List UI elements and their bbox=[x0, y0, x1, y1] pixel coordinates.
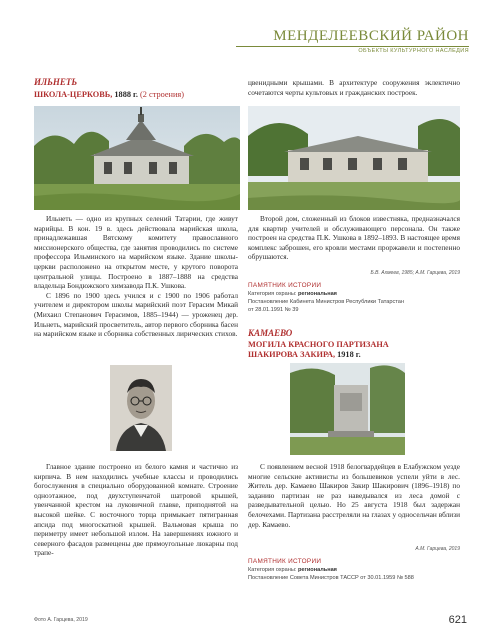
monument-category-line bbox=[248, 566, 460, 574]
photo-teachers-house bbox=[248, 106, 460, 210]
category-label: Категория охраны: bbox=[248, 567, 297, 573]
object-title-school-church bbox=[34, 90, 234, 100]
paragraph: Ильнеть — одно из крупных селений Татарии, где живут марийцы. В кон. 19 в. здесь действовала марийская школа, принадлежавшая Вятскому комитету православного миссионерского общества, где занятия проводились по системе профессора Ильминского на марийском языке. Здание школы-церкви расположено на открытом месте, у крутого поворота центральной улицы. Построено в 1887–1888 на средства владельца Бондюжского химзавода П.К. Ушкова. bbox=[34, 214, 238, 291]
monument-category-line bbox=[248, 290, 460, 298]
monument-date: от 28.01.1991 № 39 bbox=[248, 307, 299, 313]
monument-details-1 bbox=[248, 290, 460, 314]
paragraph: цвенидными крышами. В архитектуре сооружения эклектично сочетаются черты культовых и гражданских построек. bbox=[248, 78, 460, 97]
text-block-right-top bbox=[248, 78, 460, 97]
section-place-kamaevo: КАМАЕВО bbox=[248, 328, 293, 338]
footer-photo-credit: Фото А. Гарцева, 2019 bbox=[34, 617, 88, 623]
monument-heading-1: ПАМЯТНИК ИСТОРИИ bbox=[248, 282, 322, 289]
photo-partisan-grave bbox=[290, 363, 405, 455]
object-year: 1888 г. bbox=[114, 90, 138, 99]
paragraph: С 1896 по 1900 здесь учился и с 1900 по 1906 работал учителем и директором школы марийский поэт Герасим Микай (Михаил Степанович Герасимов, 1885–1944) — уроженец дер. Ильнеть, марийский просветитель, автор первого сборника басен на марийском языке и сборника собственных лирических стихов. bbox=[34, 290, 238, 339]
object-title-text: МОГИЛА КРАСНОГО ПАРТИЗАНА ШАКИРОВА ЗАКИРА, bbox=[248, 340, 389, 359]
text-block-left bbox=[34, 214, 238, 339]
category-value: региональная bbox=[298, 291, 337, 297]
photo-portrait-mikai bbox=[110, 365, 172, 451]
text-block-right bbox=[248, 214, 460, 262]
paragraph: С появлением весной 1918 белогвардейцев в Елабужском уезде многие сельские активисты из большевиков успели уйти в лес. Житель дер. Камаево Шакиров Закир Шакирович (1896–1918) по заданию партизан не раз наведывался из леса домой с разведывательной целью. Но 25 августа 1918 был задержан белочехами. Партизана расстреляли на глазах у односельчан вблизи дер. Камаево. bbox=[248, 462, 460, 529]
page-header-subtitle: ОБЪЕКТЫ КУЛЬТУРНОГО НАСЛЕДИЯ bbox=[358, 48, 469, 54]
monument-decree: Постановление Кабинета Министров Республики Татарстан bbox=[248, 299, 404, 305]
text-block-bottom-right bbox=[248, 462, 460, 529]
object-title-partisan-grave bbox=[248, 340, 428, 360]
page-number: 621 bbox=[448, 614, 467, 626]
monument-details-2 bbox=[248, 566, 460, 582]
category-label: Категория охраны: bbox=[248, 291, 297, 297]
section-place-ilnet: ИЛЬНЕТЬ bbox=[34, 77, 78, 87]
monument-heading-2: ПАМЯТНИК ИСТОРИИ bbox=[248, 558, 322, 565]
object-title-text: ШКОЛА-ЦЕРКОВЬ, bbox=[34, 90, 113, 99]
paragraph: Второй дом, сложенный из блоков известняка, предназначался для квартир учителей и обслуживающего персонала. Он также построен на средства П.К. Ушкова в 1892–1893. В настоящее время комплекс заброшен, его кровли местами проржавели и постепенно обрушаются. bbox=[248, 214, 460, 262]
text-block-bottom-left bbox=[34, 462, 238, 558]
monument-decree: Постановление Совета Министров ТАССР от 30.01.1959 № 588 bbox=[248, 575, 414, 581]
category-value: региональная bbox=[298, 567, 337, 573]
object-note: (2 строения) bbox=[140, 90, 184, 99]
object-year: 1918 г. bbox=[337, 350, 361, 359]
header-rule bbox=[236, 46, 469, 47]
paragraph: Главное здание построено из белого камня и частично из кирпича. В нем находились учебные классы и проводились богослужения в специально оборудованной комнате. Строение одноэтажное, под двухступенчатой шатровой крышей, увенчанной крестом на луковичной главке, приподнятой на высокой шейке. С восточного торца примыкает пятигранная апсида под многоскатной крышей. Вальмовая крыша по периметру имеет небольшой излом. На завершениях южного и северного фасадов размещены две прямоугольные люкарны под трапе- bbox=[34, 462, 238, 558]
photo-school-church bbox=[34, 106, 240, 210]
text-credit-1: Б.В. Ахмеев, 1985; А.М. Гарцева, 2019 bbox=[370, 270, 460, 276]
page-header-title: МЕНДЕЛЕЕВСКИЙ РАЙОН bbox=[273, 28, 469, 44]
text-credit-2: А.М. Гарцева, 2019 bbox=[415, 546, 460, 552]
